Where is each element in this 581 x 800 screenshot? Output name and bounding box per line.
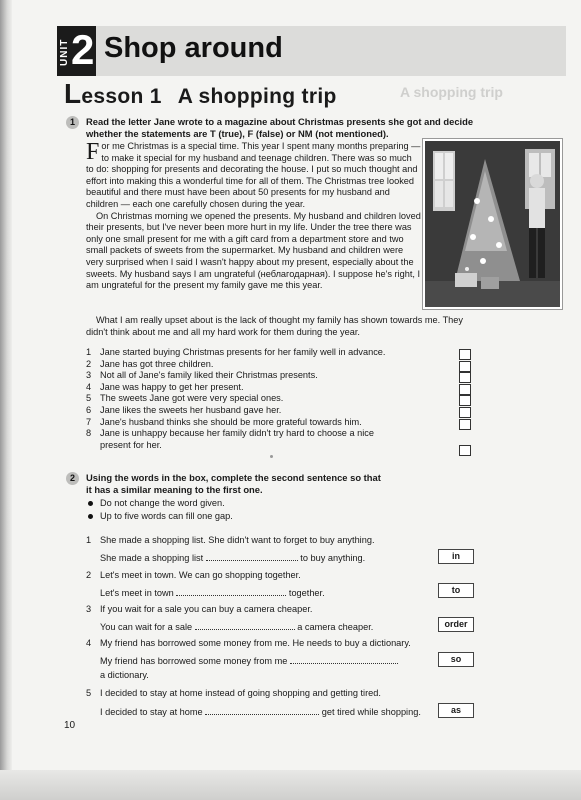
answer-checkbox[interactable] [459, 419, 471, 430]
lesson-heading [64, 78, 337, 110]
sentence-end: a camera cheaper. [297, 622, 374, 632]
lesson-label: esson 1 [81, 85, 162, 108]
first-sentence: Let's meet in town. We can go shopping together. [100, 570, 301, 580]
statement-number: 5 [86, 393, 92, 404]
sentence-end: to buy anything. [300, 553, 366, 563]
exercise-2-instruction [86, 472, 466, 495]
bullet-icon [88, 501, 93, 506]
bleed-through-heading: A shopping trip [400, 84, 503, 100]
book-spine-shadow [0, 0, 12, 800]
letter-text [86, 141, 421, 292]
statement-number: 7 [86, 416, 92, 427]
answer-checkbox[interactable] [459, 349, 471, 360]
statement-item [86, 347, 476, 359]
answer-checkbox[interactable] [459, 372, 471, 383]
lesson-title: A shopping trip [177, 85, 337, 108]
answer-gap[interactable] [205, 706, 319, 715]
rules-list [86, 497, 233, 523]
unit-tab [57, 26, 96, 76]
statement-text: Not all of Jane's family liked their Christmas presents. [100, 370, 318, 381]
first-sentence: I decided to stay at home instead of going shopping and getting tired. [100, 688, 381, 698]
sentence-end: a dictionary. [100, 670, 149, 680]
rule-item [86, 497, 233, 510]
statement-text: Jane likes the sweets her husband gave her. [100, 404, 282, 415]
keyword-box: so [438, 652, 474, 667]
unit-label: UNIT [59, 38, 70, 66]
keyword-box: order [438, 617, 474, 632]
page-bottom-edge [0, 770, 581, 800]
bullet-icon [88, 514, 93, 519]
answer-checkbox[interactable] [459, 445, 471, 456]
exercise-number-badge: 2 [66, 472, 79, 485]
sentence-start: You can wait for a sale [100, 622, 193, 632]
rule-text: Up to five words can fill one gap. [100, 511, 233, 521]
instruction-line: it has a similar meaning to the first one. [86, 483, 263, 495]
second-sentence-continued [100, 670, 500, 682]
paragraph-text: or me Christmas is a special time. This year I spent many months preparing — to make it special for my husband and teenage children. There was so much to do: shopping for presents and decorating the house. I put so much thought and effort into making this a wonderful time for all of them. The Christmas tree looked beautiful and there must have been about 50 presents for my husband and children — each one carefully chosen during the year. [86, 141, 421, 209]
statement-number: 2 [86, 358, 92, 369]
sentence-start: My friend has borrowed some money from me [100, 656, 288, 666]
statement-number: 1 [86, 347, 92, 357]
statement-number: 8 [86, 428, 92, 439]
unit-title: Shop around [104, 32, 283, 64]
statement-number: 6 [86, 404, 92, 415]
statement-text: Jane was happy to get her present. [100, 381, 244, 392]
instruction-line: whether the statements are T (true), F (false) or NM (not mentioned). [86, 127, 389, 139]
statement-item [86, 382, 476, 394]
letter-final-paragraph [86, 315, 466, 338]
unit-number: 2 [71, 26, 95, 73]
exercise-number-badge: 1 [66, 116, 79, 129]
first-sentence: If you wait for a sale you can buy a camera cheaper. [100, 604, 313, 614]
statement-text: Jane's husband thinks she should be more grateful towards him. [100, 416, 362, 427]
sentence-start: I decided to stay at home [100, 707, 203, 717]
answer-gap[interactable] [206, 552, 298, 561]
first-sentence: She made a shopping list. She didn't want to forget to buy anything. [100, 535, 375, 545]
drop-cap: F [86, 139, 100, 165]
keyword-box: to [438, 583, 474, 598]
lesson-initial: L [64, 78, 82, 109]
statement-item [86, 405, 476, 417]
answer-checkbox[interactable] [459, 361, 471, 372]
first-sentence: My friend has borrowed some money from me. He needs to buy a dictionary. [100, 638, 411, 648]
item-number: 1 [86, 535, 92, 545]
instruction-line: Read the letter Jane wrote to a magazine about Christmas presents she got and decide [86, 116, 474, 127]
item-number: 4 [86, 638, 92, 648]
true-false-statements [86, 347, 476, 451]
statement-item [86, 370, 476, 382]
print-speck [270, 455, 273, 458]
statement-number: 3 [86, 370, 92, 381]
statement-item [86, 428, 390, 451]
page-number: 10 [64, 720, 76, 731]
exercise-1-instruction [86, 116, 486, 139]
statement-text: Jane has got three children. [100, 358, 214, 369]
keyword-box: in [438, 549, 474, 564]
statement-number: 4 [86, 381, 92, 392]
statement-text: The sweets Jane got were very special ones. [100, 393, 284, 404]
statement-text: Jane is unhappy because her family didn't try hard to choose a nice present for her. [100, 428, 374, 450]
statement-item [86, 359, 476, 371]
rule-item [86, 510, 233, 523]
keyword-box: as [438, 703, 474, 718]
sentence-start: She made a shopping list [100, 553, 204, 563]
paragraph-text: What I am really upset about is the lack of thought my family has shown towards me. They didn't think about me and all my hard work for them during the year. [86, 315, 463, 337]
answer-checkbox[interactable] [459, 407, 471, 418]
rule-text: Do not change the word given. [100, 498, 225, 508]
instruction-line: Using the words in the box, complete the second sentence so that [86, 472, 381, 483]
answer-gap[interactable] [176, 587, 286, 596]
answer-checkbox[interactable] [459, 395, 471, 406]
statement-text: Jane started buying Christmas presents for her family well in advance. [100, 347, 386, 357]
christmas-tree-photo [423, 139, 562, 309]
sentence-end: get tired while shopping. [321, 707, 421, 717]
christmas-scene-image [425, 141, 560, 307]
statement-item [86, 393, 476, 405]
answer-gap[interactable] [195, 621, 295, 630]
item-number: 2 [86, 570, 92, 580]
letter-paragraph [86, 141, 421, 211]
answer-checkbox[interactable] [459, 384, 471, 395]
item-number: 5 [86, 688, 92, 698]
item-number: 3 [86, 604, 92, 614]
answer-gap[interactable] [290, 655, 398, 664]
statement-item [86, 417, 476, 429]
sentence-start: Let's meet in town [100, 588, 174, 598]
sentence-end: together. [288, 588, 325, 598]
letter-paragraph: On Christmas morning we opened the presents. My husband and children loved their presents, but I've never been more hurt in my life. Under the tree there was only one small present for me with a gift card from a department store and two small packets of sweets from the supermarket. My husband and children were very surprised when I said I wasn't happy about my present, especially about the sweets. My husband says I am ungrateful (неблагодарная). I suppose he's right, I am ungrateful for the present my family gave me this year. [86, 210, 421, 291]
